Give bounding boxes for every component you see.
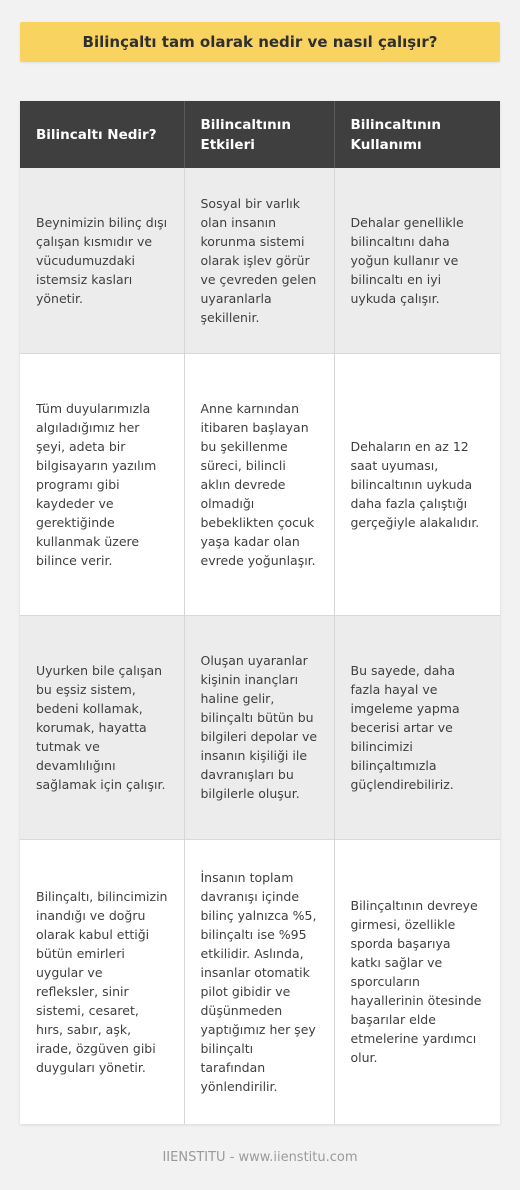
info-table <box>20 101 500 1124</box>
table-cell: Anne karnından itibaren başlayan bu şekillenme süreci, bilincli aklın devrede olmadığı bebeklikten çocuk yaşa kadar olan evrede yoğunlaşır. <box>184 353 334 615</box>
column-header: Bilincaltı Nedir? <box>20 101 184 168</box>
column-header: Bilincaltının Etkileri <box>184 101 334 168</box>
table-cell: Oluşan uyaranlar kişinin inançları haline gelir, bilinçaltı bütün bu bilgileri depolar ve insanın kişiliği ile davranışları bu bilgilerle oluşur. <box>184 615 334 839</box>
table-cell: Dehaların en az 12 saat uyuması, bilincaltının uykuda daha fazla çalıştığı gerçeğiyle alakalıdır. <box>334 353 500 615</box>
table-cell: Dehalar genellikle bilincaltını daha yoğun kullanır ve bilincaltı en iyi uykuda çalışır. <box>334 168 500 353</box>
table-row <box>20 615 500 839</box>
page-title: Bilinçaltı tam olarak nedir ve nasıl çalışır? <box>82 33 438 51</box>
title-banner <box>20 22 500 62</box>
table-row <box>20 353 500 615</box>
table-header-row <box>20 101 500 168</box>
table-cell: Bilinçaltı, bilincimizin inandığı ve doğru olarak kabul ettiği bütün emirleri uygular ve refleksler, sinir sistemi, cesaret, hırs, sabır, aşk, irade, özgüven gibi duyguları yönetir. <box>20 839 184 1124</box>
table-cell: Beynimizin bilinç dışı çalışan kısmıdır ve vücudumuzdaki istemsiz kasları yönetir. <box>20 168 184 353</box>
table-cell: Sosyal bir varlık olan insanın korunma sistemi olarak işlev görür ve çevreden gelen uyaranlarla şekillenir. <box>184 168 334 353</box>
table-row <box>20 839 500 1124</box>
table-cell: Bilinçaltının devreye girmesi, özellikle sporda başarıya katkı sağlar ve sporcuların hayallerinin ötesinde başarılar elde etmelerine yardımcı olur. <box>334 839 500 1124</box>
table-cell: Tüm duyularımızla algıladığımız her şeyi, adeta bir bilgisayarın yazılım programı gibi kaydeder ve gerektiğinde kullanmak üzere bilince verir. <box>20 353 184 615</box>
table-cell: İnsanın toplam davranışı içinde bilinç yalnızca %5, bilinçaltı ise %95 etkilidir. Aslında, insanlar otomatik pilot gibidir ve düşünmeden yaptığımız her şey bilinçaltı tarafından yönlendirilir. <box>184 839 334 1124</box>
table-row <box>20 168 500 353</box>
footer-credit: IIENSTITU - www.iienstitu.com <box>162 1150 358 1165</box>
table-cell: Bu sayede, daha fazla hayal ve imgeleme yapma becerisi artar ve bilincimizi bilinçaltımızla güçlendirebiliriz. <box>334 615 500 839</box>
table-cell: Uyurken bile çalışan bu eşsiz sistem, bedeni kollamak, korumak, hayatta tutmak ve devamlılığını sağlamak için çalışır. <box>20 615 184 839</box>
column-header: Bilincaltının Kullanımı <box>334 101 500 168</box>
